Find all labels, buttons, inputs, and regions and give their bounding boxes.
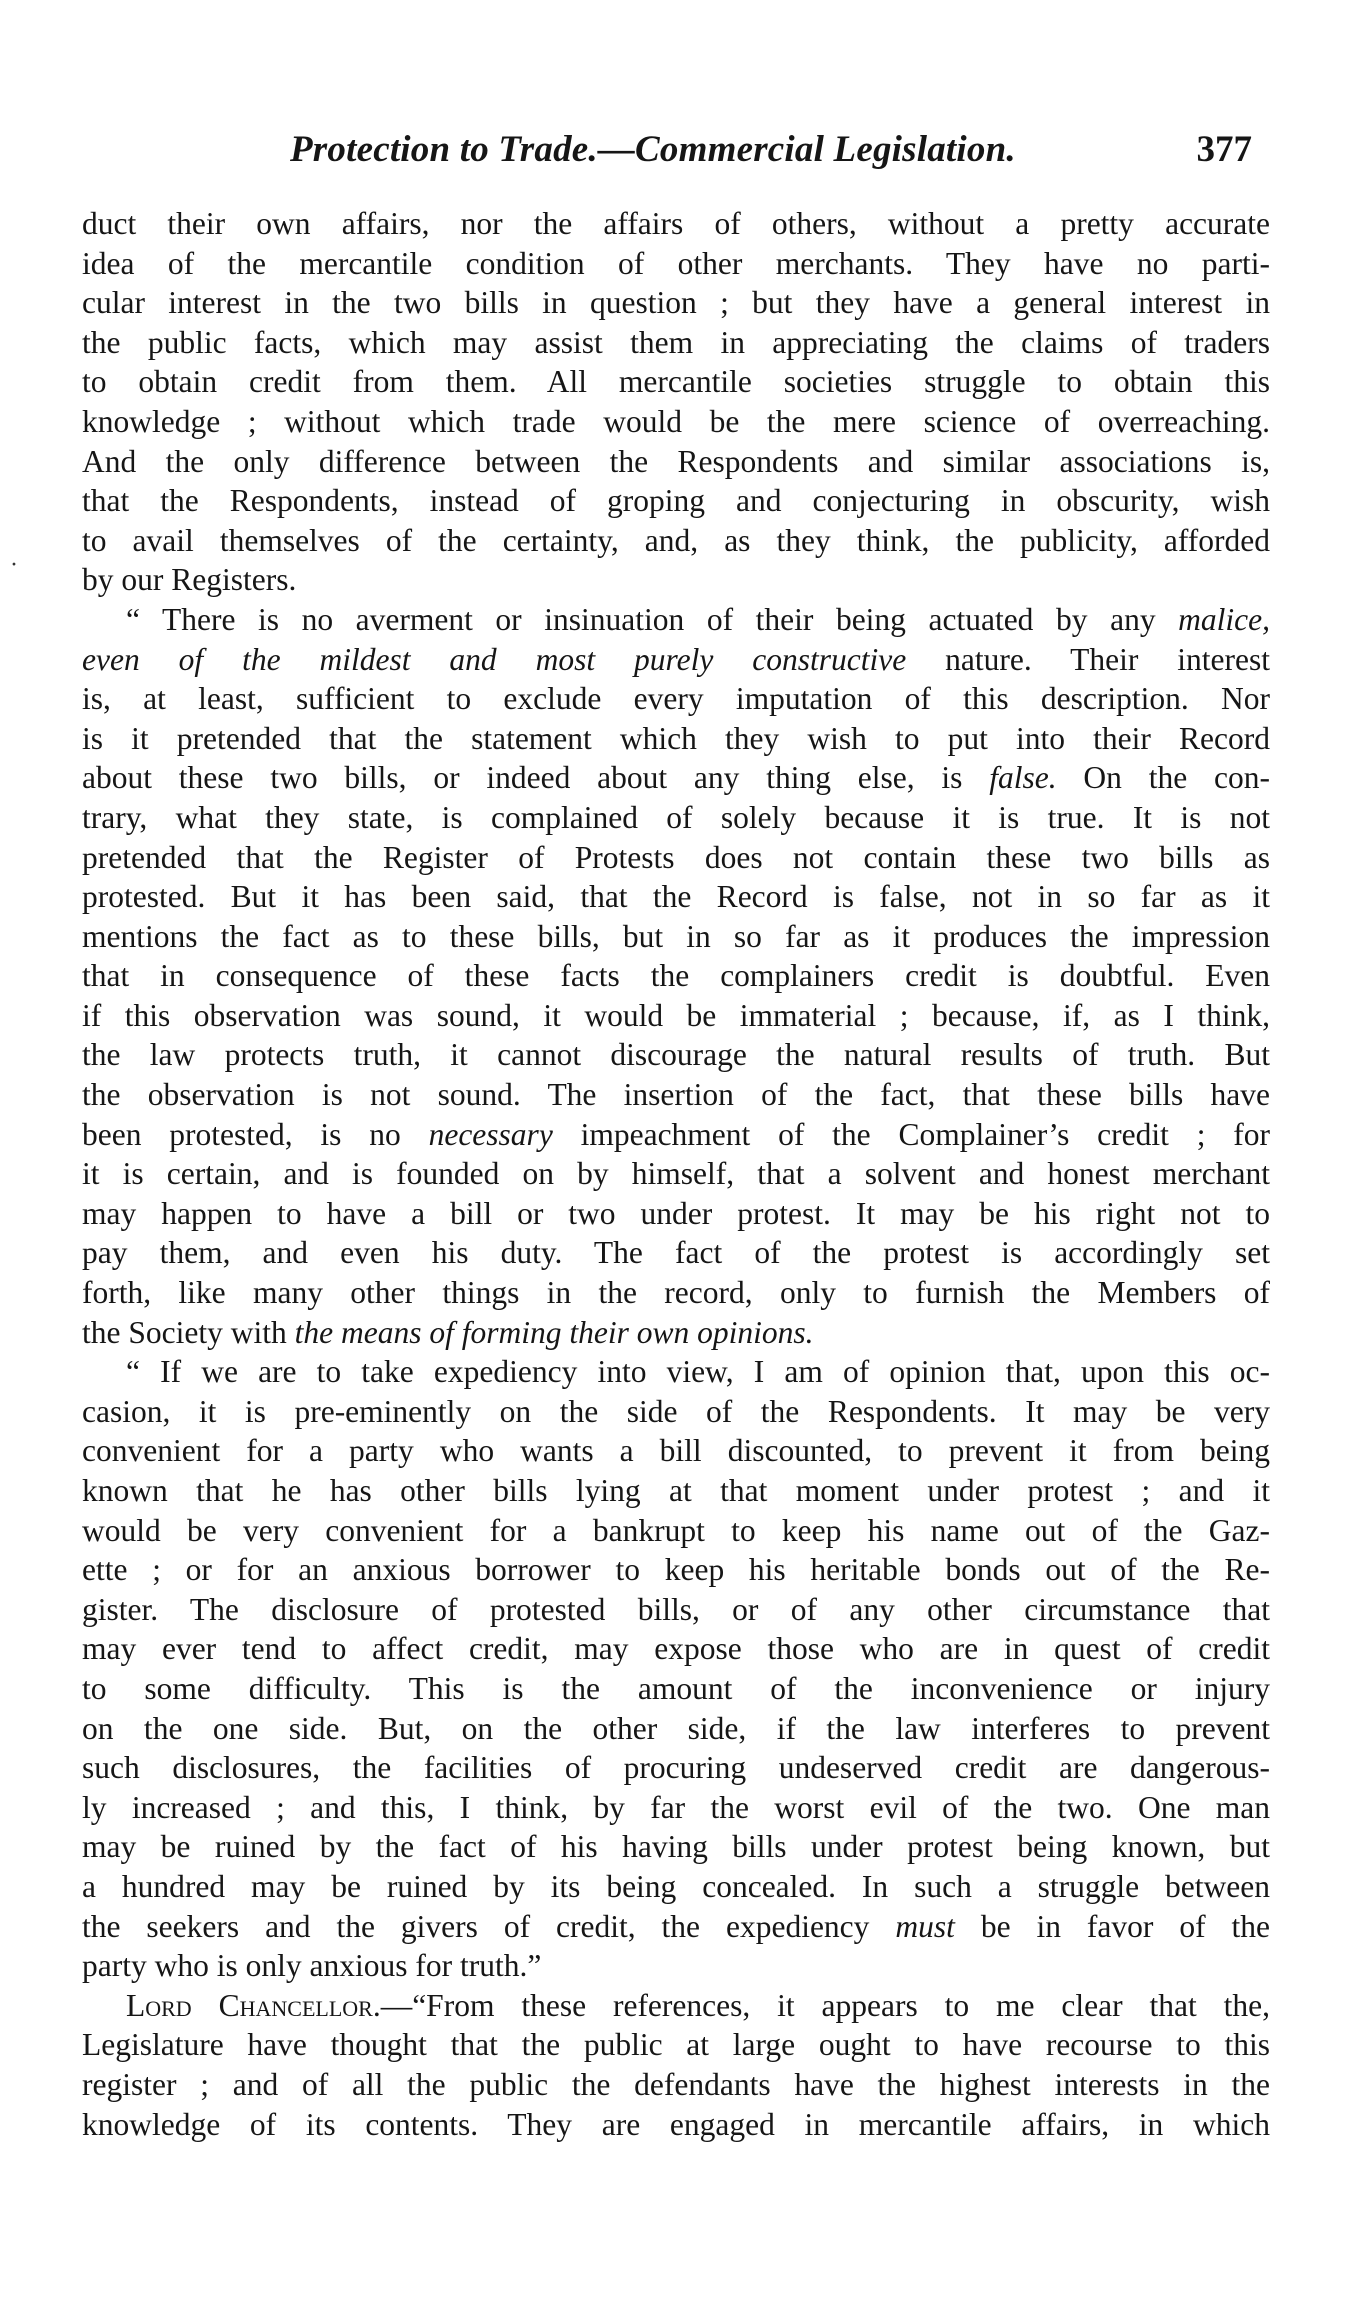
body-text bbox=[82, 204, 1270, 2144]
text-line: to avail themselves of the certainty, and, as they think, the publicity, afforded bbox=[82, 522, 1270, 558]
text-run: “ There is no averment or insinuation of their being actuated by any bbox=[126, 601, 1179, 637]
text-run: the seekers and the givers of credit, the expediency bbox=[82, 1908, 896, 1944]
text-line: pretended that the Register of Protests does not contain these two bills as bbox=[82, 839, 1270, 875]
text-line: by our Registers. bbox=[82, 562, 297, 598]
text-line bbox=[82, 1313, 1270, 1353]
text-line: And the only difference between the Respondents and similar associations is, bbox=[82, 443, 1270, 479]
text-line: the public facts, which may assist them in appreciating the claims of traders bbox=[82, 324, 1270, 360]
emphasis: false. bbox=[989, 760, 1057, 796]
text-line: “ If we are to take expediency into view, I am of opinion that, upon this oc- bbox=[126, 1354, 1270, 1390]
text-line: protested. But it has been said, that the Record is false, not in so far as it bbox=[82, 879, 1270, 915]
text-line: on the one side. But, on the other side, if the law interferes to prevent bbox=[82, 1710, 1270, 1746]
text-line: to obtain credit from them. All mercantile societies struggle to obtain this bbox=[82, 364, 1270, 400]
text-line: it is certain, and is founded on by himself, that a solvent and honest merchant bbox=[82, 1156, 1270, 1192]
text-line bbox=[82, 1907, 1270, 1947]
text-line: ly increased ; and this, I think, by far the worst evil of the two. One man bbox=[82, 1789, 1270, 1825]
text-line: trary, what they state, is complained of solely because it is true. It is not bbox=[82, 799, 1270, 835]
text-line: ette ; or for an anxious borrower to keep his heritable bonds out of the Re- bbox=[82, 1552, 1270, 1588]
text-line: gister. The disclosure of protested bills, or of any other circumstance that bbox=[82, 1591, 1270, 1627]
text-line: cular interest in the two bills in question ; but they have a general interest in bbox=[82, 285, 1270, 321]
text-line: that in consequence of these facts the complainers credit is doubtful. Even bbox=[82, 958, 1270, 994]
text-line: known that he has other bills lying at that moment under protest ; and it bbox=[82, 1473, 1270, 1508]
paragraph-1 bbox=[82, 204, 1270, 600]
text-line: knowledge ; without which trade would be the mere science of overreaching. bbox=[82, 403, 1270, 439]
text-line: Legislature have thought that the public at large ought to have recourse to this bbox=[82, 2027, 1270, 2063]
text-line: would be very convenient for a bankrupt to keep his name out of the Gaz- bbox=[82, 1512, 1270, 1548]
text-line bbox=[82, 1115, 1270, 1155]
text-line: such disclosures, the facilities of procuring undeserved credit are dangerous- bbox=[82, 1750, 1270, 1786]
text-line: the law protects truth, it cannot discourage the natural results of truth. But bbox=[82, 1037, 1270, 1073]
text-line bbox=[82, 640, 1270, 680]
text-line: may be ruined by the fact of his having bills under protest being known, but bbox=[82, 1829, 1270, 1865]
page-number: 377 bbox=[1196, 129, 1252, 170]
text-line: convenient for a party who wants a bill discounted, to prevent it from being bbox=[82, 1433, 1270, 1469]
emphasis: necessary bbox=[428, 1116, 553, 1152]
text-line: pay them, and even his duty. The fact of the protest is accordingly set bbox=[82, 1235, 1270, 1271]
text-line: that the Respondents, instead of groping and conjecturing in obscurity, wish bbox=[82, 483, 1270, 519]
emphasis: even of the mildest and most purely constructive bbox=[82, 641, 907, 677]
running-head-title: Protection to Trade.—Commercial Legislation. bbox=[290, 129, 1016, 170]
text-line: register ; and of all the public the defendants have the highest interests in the bbox=[82, 2066, 1270, 2102]
running-head bbox=[82, 128, 1270, 184]
speaker-name: Lord Chancellor. bbox=[126, 1987, 381, 2023]
book-page bbox=[82, 128, 1270, 2144]
text-run: the Society with bbox=[82, 1314, 295, 1350]
text-line: may happen to have a bill or two under protest. It may be his right not to bbox=[82, 1195, 1270, 1231]
paragraph-4 bbox=[82, 1986, 1270, 2144]
text-run: about these two bills, or indeed about any thing else, is bbox=[82, 760, 990, 796]
text-line: if this observation was sound, it would be immaterial ; because, if, as I think, bbox=[82, 997, 1270, 1033]
text-run: —“From these references, it appears to me clear that the, bbox=[380, 1987, 1270, 2023]
text-line: the observation is not sound. The insertion of the fact, that these bills have bbox=[82, 1077, 1270, 1113]
emphasis: must bbox=[895, 1908, 955, 1944]
text-run: be in favor of the bbox=[954, 1908, 1271, 1944]
text-line bbox=[82, 758, 1270, 798]
emphasis: the means of forming their own opinions. bbox=[294, 1314, 814, 1350]
text-line: may ever tend to affect credit, may expose those who are in quest of credit bbox=[82, 1631, 1270, 1667]
text-run: nature. Their interest bbox=[906, 641, 1270, 677]
text-line: idea of the mercantile condition of other merchants. They have no parti- bbox=[82, 245, 1270, 281]
text-line: party who is only anxious for truth.” bbox=[82, 1948, 542, 1984]
text-line: a hundred may be ruined by its being concealed. In such a struggle between bbox=[82, 1868, 1270, 1904]
text-line: duct their own affairs, nor the affairs of others, without a pretty accurate bbox=[82, 206, 1270, 241]
text-line: to some difficulty. This is the amount of the inconvenience or injury bbox=[82, 1670, 1270, 1706]
margin-mark: · bbox=[10, 552, 18, 578]
text-line: mentions the fact as to these bills, but in so far as it produces the impression bbox=[82, 918, 1270, 954]
paragraph-3 bbox=[82, 1352, 1270, 1986]
text-line: is it pretended that the statement which they wish to put into their Record bbox=[82, 720, 1270, 756]
text-line bbox=[82, 1986, 1270, 2026]
text-run: been protested, is no bbox=[82, 1116, 429, 1152]
text-line: casion, it is pre-eminently on the side of the Respondents. It may be very bbox=[82, 1393, 1270, 1429]
text-line: forth, like many other things in the record, only to furnish the Members of bbox=[82, 1275, 1270, 1311]
text-run: On the con- bbox=[1056, 760, 1270, 796]
text-line: knowledge of its contents. They are engaged in mercantile affairs, in which bbox=[82, 2106, 1270, 2142]
text-run: impeachment of the Complainer’s credit ; for bbox=[552, 1116, 1271, 1152]
emphasis: malice, bbox=[1178, 601, 1270, 637]
text-line: is, at least, sufficient to exclude every imputation of this description. Nor bbox=[82, 681, 1270, 717]
paragraph-2 bbox=[82, 600, 1270, 1352]
text-line bbox=[82, 600, 1270, 640]
